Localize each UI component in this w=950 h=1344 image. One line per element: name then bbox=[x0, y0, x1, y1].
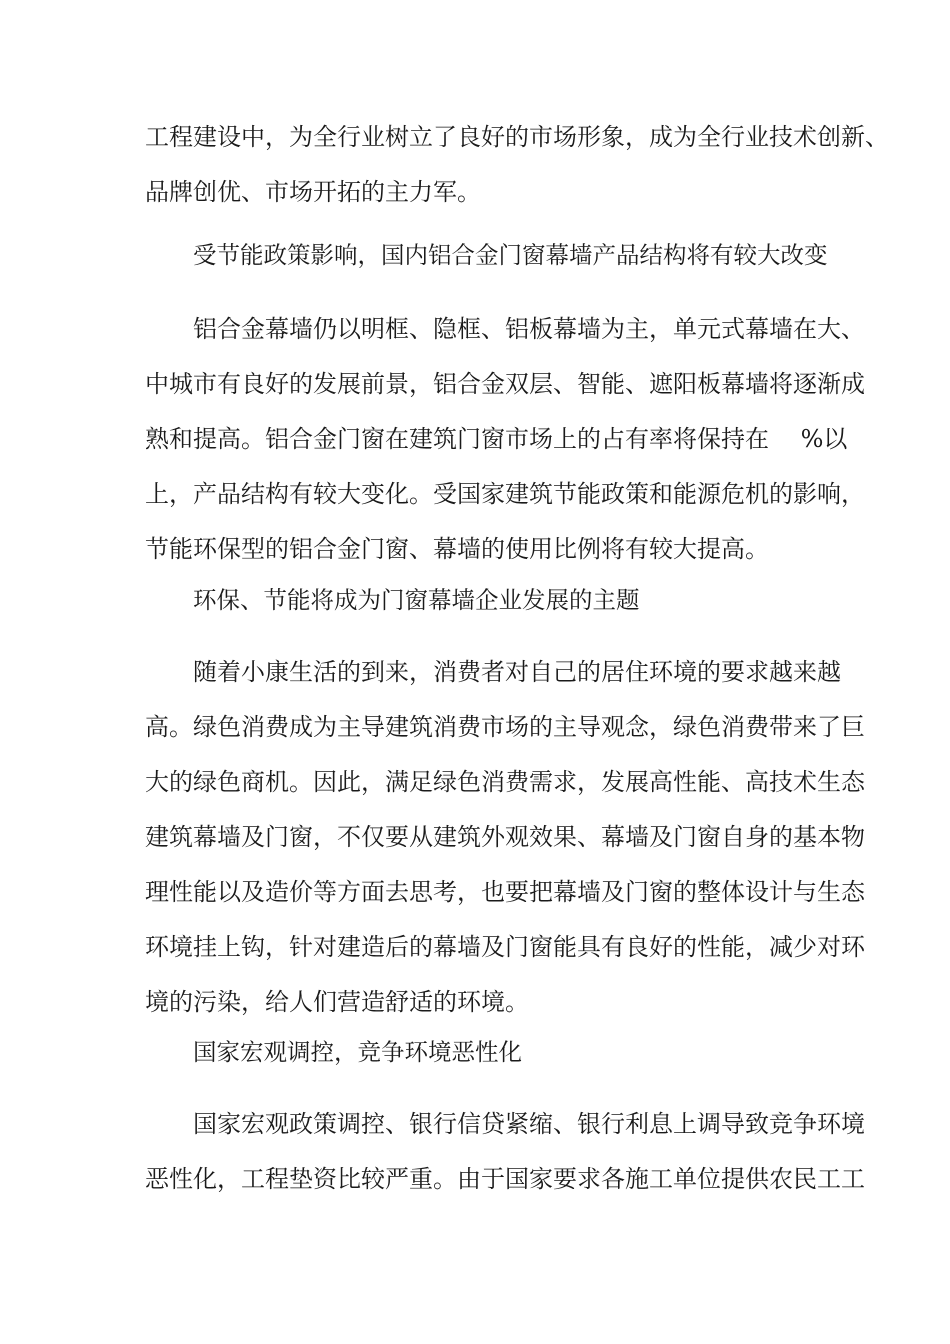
text-line: 中城市有良好的发展前景，铝合金双层、智能、遮阳板幕墙将逐渐成 bbox=[145, 370, 865, 398]
paragraph bbox=[145, 1097, 865, 1207]
text-line: 建筑幕墙及门窗，不仅要从建筑外观效果、幕墙及门窗自身的基本物 bbox=[145, 823, 865, 851]
paragraph bbox=[145, 302, 865, 577]
text-line: 理性能以及造价等方面去思考，也要把幕墙及门窗的整体设计与生态 bbox=[145, 878, 865, 906]
heading-text: 国家宏观调控，竞争环境恶性化 bbox=[193, 1038, 522, 1066]
heading-text: 受节能政策影响，国内铝合金门窗幕墙产品结构将有较大改变 bbox=[193, 241, 828, 269]
text-line: 大的绿色商机。因此，满足绿色消费需求，发展高性能、高技术生态 bbox=[145, 768, 865, 796]
text-line: 节能环保型的铝合金门窗、幕墙的使用比例将有较大提高。 bbox=[145, 535, 769, 563]
paragraph-continuation bbox=[145, 110, 889, 220]
text-line: 环境挂上钩，针对建造后的幕墙及门窗能具有良好的性能，减少对环 bbox=[145, 933, 865, 961]
text-line: 境的污染，给人们营造舒适的环境。 bbox=[145, 988, 529, 1016]
text-line: 熟和提高。铝合金门窗在建筑门窗市场上的占有率将保持在 %以 bbox=[145, 425, 848, 453]
text-line: 恶性化，工程垫资比较严重。由于国家要求各施工单位提供农民工工 bbox=[145, 1165, 865, 1193]
section-heading bbox=[145, 573, 807, 628]
text-line: 品牌创优、市场开拓的主力军。 bbox=[145, 178, 481, 206]
paragraph bbox=[145, 645, 865, 1030]
text-line: 国家宏观政策调控、银行信贷紧缩、银行利息上调导致竞争环境 bbox=[193, 1110, 865, 1138]
heading-text: 环保、节能将成为门窗幕墙企业发展的主题 bbox=[193, 586, 640, 614]
text-line: 铝合金幕墙仍以明框、隐框、铝板幕墙为主，单元式幕墙在大、 bbox=[193, 315, 865, 343]
text-line: 上，产品结构有较大变化。受国家建筑节能政策和能源危机的影响， bbox=[145, 480, 865, 508]
text-line: 高。绿色消费成为主导建筑消费市场的主导观念，绿色消费带来了巨 bbox=[145, 713, 865, 741]
text-line: 随着小康生活的到来，消费者对自己的居住环境的要求越来越 bbox=[193, 658, 841, 686]
text-line: 工程建设中，为全行业树立了良好的市场形象，成为全行业技术创新、 bbox=[145, 123, 889, 151]
section-heading bbox=[145, 228, 828, 283]
section-heading bbox=[145, 1025, 807, 1080]
